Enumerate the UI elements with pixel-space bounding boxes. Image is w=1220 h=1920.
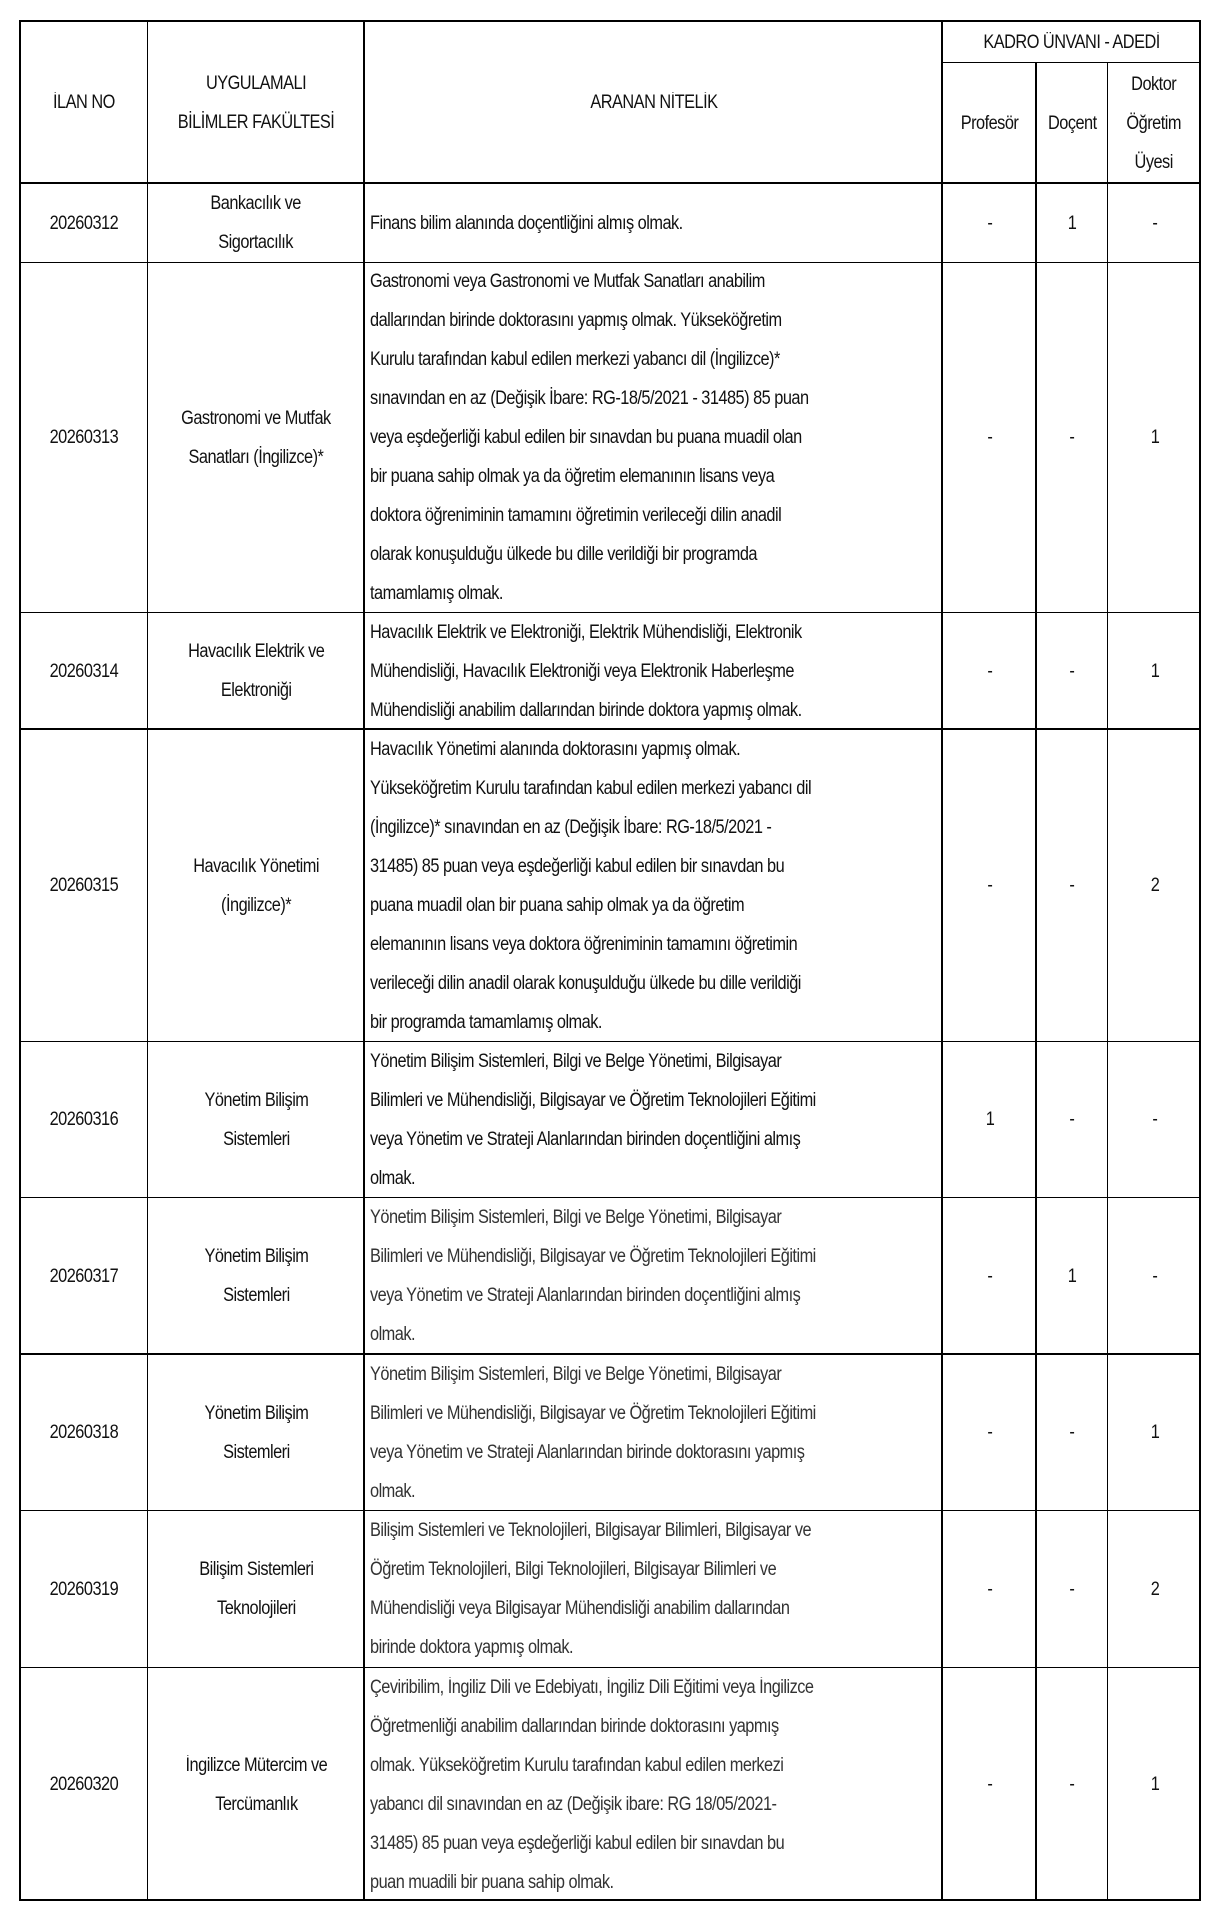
doktor-count-cell	[1109, 1199, 1200, 1353]
ilan-no: 20260316	[49, 1109, 118, 1130]
header-faculty	[149, 22, 364, 183]
requirement-line: Öğretim Teknolojileri, Bilgi Teknolojileri, Bilgisayar Bilimleri ve	[370, 1559, 777, 1580]
profesor-count-cell	[944, 731, 1035, 1040]
requirement-cell	[366, 1199, 941, 1353]
doktor-count: -	[1152, 212, 1157, 234]
profesor-count-cell	[944, 1199, 1035, 1353]
profesor-count: -	[987, 427, 992, 448]
requirement-line: (İngilizce)* sınavından en az (Değişik İbare: RG-18/5/2021 -	[370, 816, 772, 838]
requirement-line: olarak konuşulduğu ülkede bu dille verildiği bir programda	[370, 544, 757, 565]
department-cell	[149, 1669, 363, 1900]
department-cell	[149, 1512, 363, 1666]
doktor-count-cell	[1109, 731, 1200, 1040]
requirement-line: bir programda tamamlamış olmak.	[370, 1011, 602, 1033]
profesor-count: -	[987, 1422, 992, 1443]
row-divider	[19, 728, 1201, 730]
doktor-count-cell	[1109, 1512, 1200, 1666]
requirement-line: olmak.	[370, 1167, 416, 1189]
profesor-count-cell	[944, 1669, 1035, 1900]
doktor-count-cell	[1109, 1356, 1200, 1509]
doktor-count-cell	[1109, 185, 1200, 261]
profesor-count-cell	[944, 264, 1035, 611]
requirement-line: olmak.	[370, 1324, 416, 1345]
header-aranan-nitelik	[366, 22, 942, 183]
doktor-count-cell	[1109, 614, 1200, 728]
requirement-line: puana muadil olan bir puana sahip olmak ya da öğretim	[370, 894, 745, 916]
ilan-no: 20260313	[49, 427, 118, 448]
requirement-line: Yönetim Bilişim Sistemleri, Bilgi ve Belge Yönetimi, Bilgisayar	[370, 1207, 782, 1228]
doktor-count-cell	[1109, 1669, 1200, 1900]
row-divider	[19, 262, 1201, 263]
ilan-no-cell	[21, 264, 146, 611]
profesor-count: -	[987, 1774, 992, 1795]
header-ilan-no-label: İLAN NO	[53, 92, 115, 113]
department-line: Havacılık Elektrik ve	[187, 641, 325, 662]
header-profesor-label: Profesör	[961, 112, 1019, 134]
ilan-no-cell	[21, 1669, 146, 1900]
docent-count-cell	[1038, 1512, 1106, 1666]
row-divider	[19, 612, 1201, 613]
doktor-count: 1	[1150, 427, 1159, 448]
requirement-line: Mühendisliği, Havacılık Elektroniği veya Elektronik Haberleşme	[370, 660, 794, 682]
department-line: Tercümanlık	[214, 1793, 298, 1815]
doktor-count: 2	[1150, 1578, 1159, 1600]
ilan-no-cell	[21, 1512, 146, 1666]
docent-count: -	[1069, 875, 1075, 896]
requirement-line: Yönetim Bilişim Sistemleri, Bilgi ve Belge Yönetimi, Bilgisayar	[370, 1050, 782, 1072]
ilan-no: 20260320	[49, 1774, 118, 1795]
requirement-line: Kurulu tarafından kabul edilen merkezi yabancı dil (İngilizce)*	[370, 349, 780, 370]
requirement-cell	[366, 1669, 941, 1900]
requirement-line: Finans bilim alanında doçentliğini almış olmak.	[370, 212, 683, 234]
docent-count-cell	[1038, 1669, 1106, 1900]
profesor-count-cell	[944, 1356, 1035, 1509]
department-cell	[149, 1356, 363, 1509]
docent-count-cell	[1038, 185, 1106, 261]
docent-count-cell	[1038, 614, 1106, 728]
header-doktor-line: Öğretim	[1126, 112, 1182, 134]
ilan-no: 20260318	[49, 1422, 118, 1443]
doktor-count: 1	[1150, 1774, 1159, 1795]
requirement-line: Bilimleri ve Mühendisliği, Bilgisayar ve Öğretim Teknolojileri Eğitimi	[370, 1089, 816, 1111]
requirement-line: 31485) 85 puan veya eşdeğerliği kabul edilen bir sınavdan bu	[370, 1832, 785, 1854]
header-aranan-nitelik-label: ARANAN NİTELİK	[590, 92, 718, 113]
doktor-count: 1	[1150, 660, 1159, 682]
department-line: Sistemleri	[222, 1285, 290, 1306]
requirement-line: 31485) 85 puan veya eşdeğerliği kabul edilen bir sınavdan bu	[370, 855, 785, 877]
requirement-line: Havacılık Yönetimi alanında doktorasını yapmış olmak.	[370, 738, 741, 760]
department-line: Havacılık Yönetimi	[193, 855, 319, 877]
requirement-line: olmak.	[370, 1480, 416, 1502]
requirement-line: Havacılık Elektrik ve Elektroniği, Elektrik Mühendisliği, Elektronik	[370, 621, 802, 643]
requirement-line: elemanının lisans veya doktora öğreniminin tamamını öğretimin	[370, 933, 798, 955]
department-line: (İngilizce)*	[220, 894, 292, 916]
header-doktor-ogretim-uyesi	[1109, 63, 1199, 183]
requirement-line: dallarından birinde doktorasını yapmış olmak. Yükseköğretim	[370, 310, 782, 331]
ilan-no-cell	[21, 1356, 146, 1509]
profesor-count: -	[987, 212, 992, 234]
requirement-line: veya Yönetim ve Strateji Alanlarından birinde doktorasını yapmış	[370, 1441, 805, 1463]
requirement-line: Çeviribilim, İngiliz Dili ve Edebiyatı, İngiliz Dili Eğitimi veya İngilizce	[370, 1676, 814, 1698]
docent-count: -	[1069, 1109, 1075, 1130]
requirement-line: Bilimleri ve Mühendisliği, Bilgisayar ve Öğretim Teknolojileri Eğitimi	[370, 1402, 816, 1424]
requirement-line: veya eşdeğerliği kabul edilen bir sınavdan bu puana muadil olan	[370, 427, 802, 448]
requirement-line: doktora öğreniminin tamamını öğretimin verileceği dilin anadil	[370, 505, 782, 526]
ilan-no: 20260317	[49, 1265, 118, 1287]
department-cell	[149, 1043, 363, 1196]
department-line: Elektroniği	[220, 680, 292, 701]
department-line: Bankacılık ve	[210, 193, 302, 214]
department-line: Yönetim Bilişim	[204, 1246, 308, 1267]
doktor-count: 1	[1150, 1422, 1159, 1443]
department-line: Yönetim Bilişim	[204, 1402, 308, 1424]
requirement-line: puan muadili bir puana sahip olmak.	[370, 1871, 614, 1893]
ilan-no-cell	[21, 1043, 146, 1196]
department-cell	[149, 614, 363, 728]
ilan-no-cell	[21, 614, 146, 728]
header-faculty-line: UYGULAMALI	[206, 72, 307, 94]
requirement-line: Mühendisliği veya Bilgisayar Mühendisliği anabilim dallarından	[370, 1598, 790, 1619]
department-line: Sigortacılık	[218, 232, 294, 253]
requirement-cell	[366, 264, 941, 611]
doktor-count: -	[1152, 1109, 1157, 1130]
profesor-count: -	[987, 875, 992, 896]
profesor-count-cell	[944, 185, 1035, 261]
requirement-line: veya Yönetim ve Strateji Alanlarından birinden doçentliğini almış	[370, 1128, 801, 1150]
department-cell	[149, 185, 363, 261]
docent-count: -	[1069, 660, 1075, 682]
doktor-count-cell	[1109, 1043, 1200, 1196]
docent-count: -	[1069, 1578, 1075, 1600]
requirement-cell	[366, 731, 941, 1040]
row-divider	[19, 1041, 1201, 1042]
docent-count: 1	[1067, 1265, 1077, 1287]
profesor-count: -	[987, 660, 992, 682]
column-divider	[1035, 62, 1037, 1901]
requirement-cell	[366, 614, 941, 728]
column-divider	[363, 20, 365, 1901]
column-divider	[147, 20, 148, 1901]
doktor-count: 2	[1150, 875, 1159, 896]
department-cell	[149, 264, 363, 611]
header-docent-label: Doçent	[1048, 112, 1097, 134]
requirement-line: sınavından en az (Değişik İbare: RG-18/5/2021 - 31485) 85 puan	[370, 388, 809, 409]
ilan-no: 20260315	[49, 875, 118, 896]
ilan-no-cell	[21, 1199, 146, 1353]
requirement-line: bir puana sahip olmak ya da öğretim elemanının lisans veya	[370, 466, 775, 487]
header-doktor-line: Üyesi	[1134, 151, 1174, 173]
requirement-line: birinde doktora yapmış olmak.	[370, 1637, 574, 1658]
header-doktor-line: Doktor	[1131, 73, 1177, 95]
department-line: Sistemleri	[222, 1441, 290, 1463]
requirement-line: verileceği dilin anadil olarak konuşulduğu ülkede bu dille verildiği	[370, 972, 801, 994]
requirement-line: Bilimleri ve Mühendisliği, Bilgisayar ve Öğretim Teknolojileri Eğitimi	[370, 1246, 816, 1267]
column-divider	[941, 20, 943, 1901]
header-kadro-group-label: KADRO ÜNVANI - ADEDİ	[983, 31, 1160, 53]
header-kadro-group	[944, 22, 1199, 62]
profesor-count-cell	[944, 1043, 1035, 1196]
profesor-count: -	[987, 1578, 992, 1600]
docent-count: -	[1069, 1422, 1075, 1443]
requirement-cell	[366, 1043, 941, 1196]
requirement-line: yabancı dil sınavından en az (Değişik ibare: RG 18/05/2021-	[370, 1793, 777, 1815]
requirement-line: Yönetim Bilişim Sistemleri, Bilgi ve Belge Yönetimi, Bilgisayar	[370, 1363, 782, 1385]
row-divider	[19, 1667, 1201, 1668]
requirement-cell	[366, 1356, 941, 1509]
department-cell	[149, 731, 363, 1040]
header-ilan-no	[21, 22, 147, 183]
requirement-cell	[366, 185, 941, 261]
requirement-line: Mühendisliği anabilim dallarından birinde doktora yapmış olmak.	[370, 699, 802, 721]
department-line: Yönetim Bilişim	[204, 1089, 308, 1111]
docent-count: 1	[1067, 212, 1077, 234]
department-line: Sanatları (İngilizce)*	[188, 446, 324, 468]
requirement-cell	[366, 1512, 941, 1666]
department-line: Sistemleri	[222, 1128, 290, 1150]
doktor-count: -	[1152, 1265, 1157, 1287]
header-faculty-line: BİLİMLER FAKÜLTESİ	[178, 111, 335, 133]
docent-count: -	[1069, 1774, 1075, 1795]
requirement-line: veya Yönetim ve Strateji Alanlarından birinden doçentliğini almış	[370, 1285, 801, 1306]
profesor-count-cell	[944, 614, 1035, 728]
ilan-no: 20260314	[49, 660, 118, 682]
requirement-line: tamamlamış olmak.	[370, 583, 503, 604]
department-line: Bilişim Sistemleri	[198, 1559, 314, 1580]
docent-count-cell	[1038, 731, 1106, 1040]
ilan-no-cell	[21, 185, 146, 261]
profesor-count-cell	[944, 1512, 1035, 1666]
row-divider	[19, 1197, 1201, 1198]
header-profesor	[944, 63, 1036, 183]
row-divider	[19, 1353, 1201, 1355]
requirement-line: olmak. Yükseköğretim Kurulu tarafından kabul edilen merkezi	[370, 1754, 784, 1776]
ilan-no: 20260312	[49, 212, 118, 234]
docent-count-cell	[1038, 1043, 1106, 1196]
row-divider	[19, 1510, 1201, 1511]
profesor-count: -	[987, 1265, 992, 1287]
header-docent	[1038, 63, 1107, 183]
docent-count-cell	[1038, 264, 1106, 611]
ilan-no-cell	[21, 731, 146, 1040]
requirement-line: Bilişim Sistemleri ve Teknolojileri, Bilgisayar Bilimleri, Bilgisayar ve	[370, 1520, 812, 1541]
docent-count-cell	[1038, 1356, 1106, 1509]
profesor-count: 1	[985, 1109, 994, 1130]
column-divider	[1107, 62, 1108, 1901]
department-line: İngilizce Mütercim ve	[185, 1754, 327, 1776]
requirement-line: Yükseköğretim Kurulu tarafından kabul edilen merkezi yabancı dil	[370, 777, 812, 799]
ilan-no: 20260319	[49, 1578, 118, 1600]
department-cell	[149, 1199, 363, 1353]
docent-count: -	[1069, 427, 1075, 448]
department-line: Gastronomi ve Mutfak	[181, 407, 331, 429]
department-line: Teknolojileri	[216, 1598, 296, 1619]
requirement-line: Gastronomi veya Gastronomi ve Mutfak Sanatları anabilim	[370, 271, 765, 292]
docent-count-cell	[1038, 1199, 1106, 1353]
doktor-count-cell	[1109, 264, 1200, 611]
requirement-line: Öğretmenliği anabilim dallarından birinde doktorasını yapmış	[370, 1715, 779, 1737]
